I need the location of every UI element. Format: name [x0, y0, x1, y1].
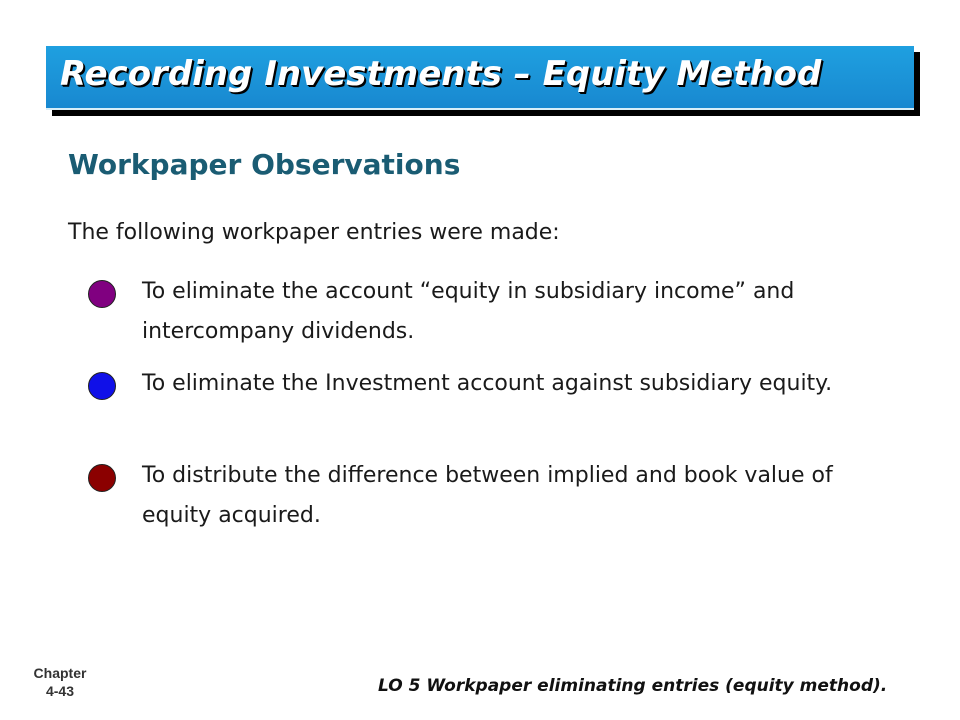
learning-objective: LO 5 Workpaper eliminating entries (equity method). [378, 676, 888, 696]
intro-text: The following workpaper entries were made: [68, 220, 560, 245]
bullet-text: To distribute the difference between implied and book value of equity acquired. [142, 463, 833, 528]
chapter-footer [20, 664, 100, 700]
bullet-text: To eliminate the account “equity in subsidiary income” and intercompany dividends. [142, 279, 795, 344]
slide-title: Recording Investments – Equity Method [60, 54, 822, 94]
bullet-dot-icon [88, 280, 116, 308]
bullet-dot-icon [88, 372, 116, 400]
chapter-label: Chapter [33, 665, 87, 681]
bullet-dot-icon [88, 464, 116, 492]
title-banner [46, 46, 914, 110]
chapter-number: 4-43 [45, 683, 75, 699]
section-heading: Workpaper Observations [68, 148, 461, 181]
bullet-text: To eliminate the Investment account against subsidiary equity. [142, 371, 833, 396]
